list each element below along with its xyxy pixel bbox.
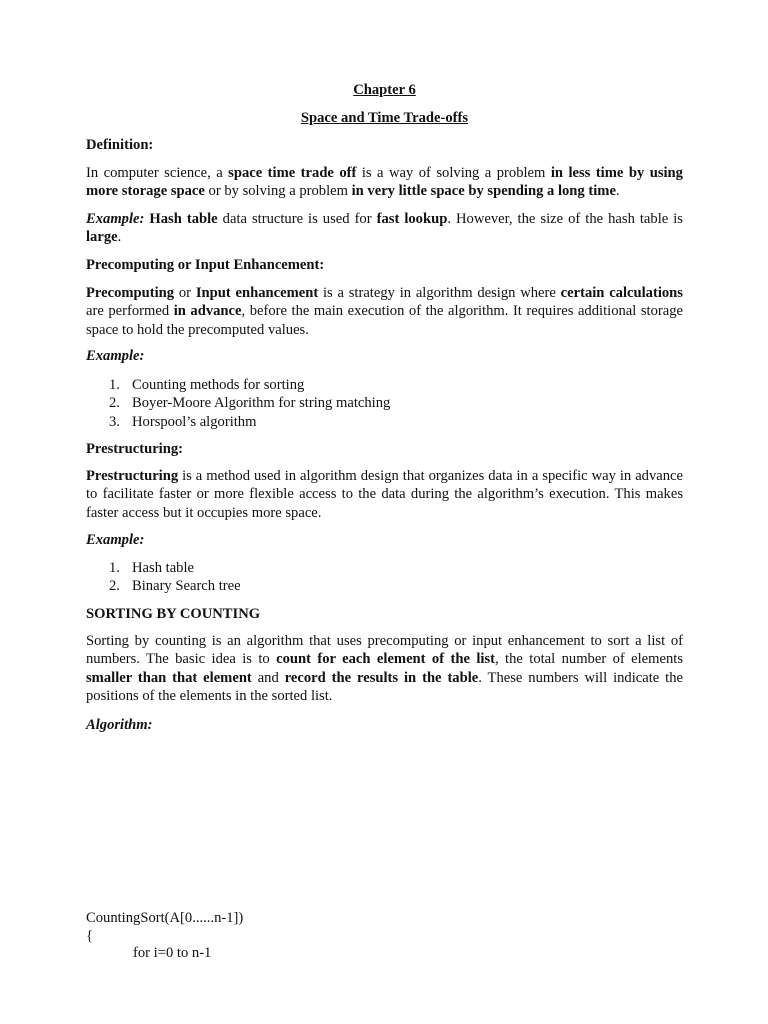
precomputing-example-heading: Example: <box>86 348 145 364</box>
prestructuring-paragraph <box>86 467 683 522</box>
bold-text-run: large <box>86 229 118 246</box>
sorting-heading: SORTING BY COUNTING <box>86 606 261 622</box>
text-run: or <box>174 285 196 301</box>
list-item-number: 1. <box>109 377 120 393</box>
bold-text-run: Hash table <box>149 211 218 227</box>
text-run: . However, the size of the hash table is <box>447 211 683 227</box>
code-line: CountingSort(A[0......n-1]) <box>86 910 244 926</box>
bold-text-run: fast lookup <box>376 211 448 227</box>
text-run: is a strategy in algorithm design where <box>318 285 561 301</box>
definition-paragraph <box>86 164 683 201</box>
text-run: , the total number of elements <box>494 651 683 668</box>
precomputing-heading: Precomputing or Input Enhancement: <box>86 257 325 273</box>
list-item <box>86 394 390 412</box>
list-item-text: Binary Search tree <box>132 578 241 595</box>
list-item-text: Horspool’s algorithm <box>132 413 257 430</box>
bold-text-run: in advance <box>173 303 242 320</box>
text-run: . <box>117 229 122 246</box>
bold-text-run: Precomputing <box>86 285 175 301</box>
bold-text-run: Example: <box>86 211 145 227</box>
code-line: for i=0 to n-1 <box>133 945 212 961</box>
list-item-text: Counting methods for sorting <box>132 377 305 393</box>
list-item <box>86 559 241 577</box>
precomputing-example-list <box>86 376 390 431</box>
text-run: Sorting by counting is an algorithm that uses precomputing or input enhancement to sort a list of numbers. The basic idea is to <box>86 633 683 668</box>
text-run: . <box>615 183 620 200</box>
definition-heading: Definition: <box>86 137 154 153</box>
list-item <box>86 376 390 394</box>
list-item-number: 1. <box>109 560 120 576</box>
text-run: data structure is used for <box>217 211 377 227</box>
bold-text-run: in less time by using more storage space <box>86 165 683 200</box>
bold-text-run: record the results in the table <box>284 669 479 686</box>
list-item <box>86 413 390 431</box>
text-run: is a way of solving a problem <box>356 165 551 181</box>
prestructuring-heading: Prestructuring: <box>86 441 183 457</box>
bold-text-run: certain calculations <box>560 285 683 301</box>
text-run: and <box>251 669 285 686</box>
bold-text-run: smaller than that element <box>86 669 252 686</box>
text-run: . These numbers will indicate the positions of the elements in the sorted list. <box>86 669 683 704</box>
prestructuring-example-heading: Example: <box>86 532 145 548</box>
list-item-number: 2. <box>109 578 120 595</box>
list-item-number: 3. <box>109 413 120 430</box>
text-run: are performed <box>86 303 174 320</box>
bold-text-run: in very little space by spending a long time <box>351 183 616 200</box>
text-run: or by solving a problem <box>204 183 352 200</box>
precomputing-paragraph <box>86 284 683 339</box>
algorithm-heading: Algorithm: <box>86 717 153 733</box>
bold-text-run: space time trade off <box>228 165 357 181</box>
chapter-subtitle: Space and Time Trade-offs <box>300 110 469 126</box>
list-item-text: Hash table <box>132 560 195 576</box>
bold-text-run: count for each element of the list <box>276 651 495 668</box>
prestructuring-example-list <box>86 559 241 596</box>
document-page <box>86 0 683 1024</box>
list-item-number: 2. <box>109 395 120 412</box>
text-run: is a method used in algorithm design that organizes data in a specific way in advance to facilitate faster or more flexible access to the data during the algorithm’s execution. This makes faster access but it occupies more space. <box>86 468 683 521</box>
list-item-text: Boyer-Moore Algorithm for string matching <box>132 395 391 412</box>
bold-text-run: Input enhancement <box>195 285 319 301</box>
bold-text-run: Prestructuring <box>86 468 179 484</box>
chapter-title: Chapter 6 <box>353 82 416 98</box>
code-line: { <box>86 928 94 944</box>
sorting-paragraph <box>86 632 683 705</box>
definition-example-paragraph <box>86 210 683 247</box>
text-run: , before the main execution of the algorithm. It requires additional storage space to hold the precomputed values. <box>86 303 684 338</box>
list-item <box>86 577 241 595</box>
text-run: In computer science, a <box>86 165 229 181</box>
